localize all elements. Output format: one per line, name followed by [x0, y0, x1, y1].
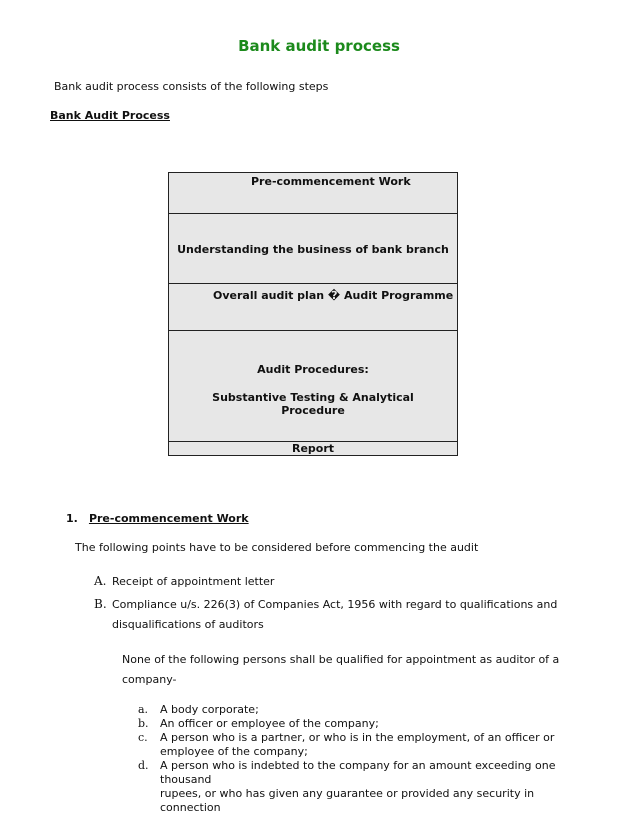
section1-header	[66, 507, 249, 526]
list-item-text: Compliance u/s. 226(3) of Companies Act, 1956 with regard to qualifications and	[112, 598, 558, 611]
intro-text: Bank audit process consists of the following steps	[54, 80, 329, 93]
list-item	[138, 703, 598, 717]
section1-number: 1.	[66, 512, 78, 525]
list-item-text: An officer or employee of the company;	[160, 717, 379, 730]
section1-lead: The following points have to be considered before commencing the audit	[75, 541, 479, 554]
flow-step-audit-procedures	[168, 331, 458, 442]
list-item-text: A person who is a partner, or who is in the employment, of an officer or	[160, 731, 555, 744]
list-marker: b.	[138, 717, 149, 730]
list-item	[94, 571, 614, 592]
list-marker: B.	[94, 597, 107, 611]
document-title: Bank audit process	[238, 37, 400, 55]
list-item-text-cont: disqualifications of auditors	[112, 618, 264, 631]
disqualification-list	[138, 703, 598, 815]
flow-step-audit-procedures-line1: Substantive Testing & Analytical	[212, 391, 414, 404]
note-line-2: company-	[122, 673, 177, 686]
flow-step-report: Report	[168, 442, 458, 456]
list-marker: c.	[138, 731, 148, 744]
list-item	[138, 731, 598, 759]
flow-step-audit-procedures-line2: Procedure	[281, 404, 345, 417]
flow-step-audit-procedures-title: Audit Procedures:	[257, 363, 369, 376]
flow-step-audit-plan: Overall audit plan � Audit Programme	[168, 284, 458, 331]
note-line-1: None of the following persons shall be qualified for appointment as auditor of a	[122, 653, 560, 666]
list-item-text-cont: employee of the company;	[160, 745, 308, 758]
section-heading: Bank Audit Process	[50, 109, 170, 122]
list-marker: a.	[138, 703, 149, 716]
list-item	[138, 717, 598, 731]
alpha-list	[94, 571, 614, 635]
list-item-text: A body corporate;	[160, 703, 259, 716]
list-item	[138, 759, 598, 815]
list-marker: A.	[94, 574, 107, 588]
flow-step-understanding: Understanding the business of bank branch	[168, 214, 458, 284]
list-marker: d.	[138, 759, 149, 772]
list-item-text: Receipt of appointment letter	[112, 575, 275, 588]
flowchart	[168, 172, 458, 456]
flow-step-precommencement: Pre-commencement Work	[168, 172, 458, 214]
qualification-note	[122, 650, 612, 690]
list-item	[94, 594, 614, 635]
list-item-text-cont: rupees, or who has given any guarantee or provided any security in connection	[160, 787, 535, 814]
list-item-text: A person who is indebted to the company for an amount exceeding one thousand	[160, 759, 556, 786]
section1-heading: Pre-commencement Work	[88, 512, 249, 525]
